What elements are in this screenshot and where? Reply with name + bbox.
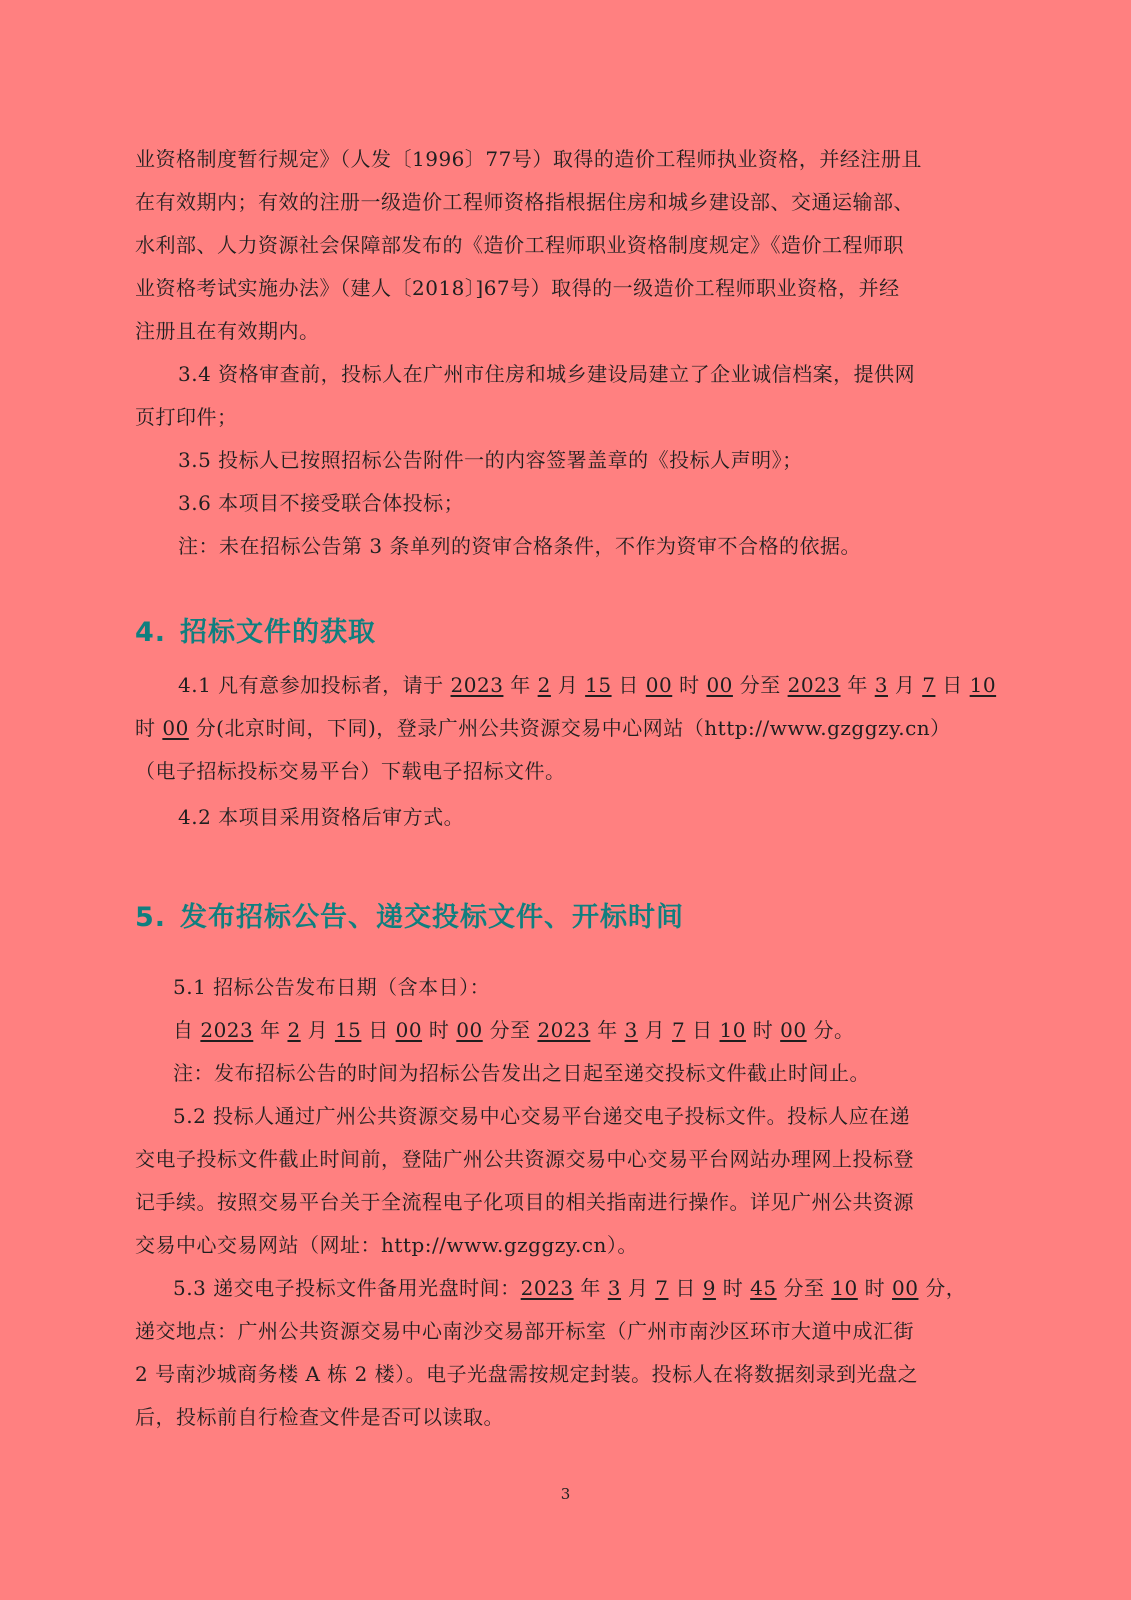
paragraph-line: 业资格制度暂行规定》（人发〔1996〕77号）取得的造价工程师执业资格，并经注册且 bbox=[135, 147, 922, 171]
note: 注：未在招标公告第 3 条单列的资审合格条件，不作为资审不合格的依据。 bbox=[178, 534, 861, 558]
note: 注：发布招标公告的时间为招标公告发出之日起至递交投标文件截止时间止。 bbox=[173, 1061, 870, 1085]
paragraph-line: 交电子投标文件截止时间前，登陆广州公共资源交易中心交易平台网站办理网上投标登 bbox=[135, 1147, 914, 1171]
clause-3-6: 3.6 本项目不接受联合体投标； bbox=[178, 491, 465, 515]
paragraph-line: 水利部、人力资源社会保障部发布的《造价工程师职业资格制度规定》《造价工程师职 bbox=[135, 233, 904, 257]
clause-4-1: 4.1 凡有意参加投标者，请于 2023 年 2 月 15 日 00 时 00 分至 2023 年 3 月 7 日 10 bbox=[178, 673, 997, 697]
page-number: 3 bbox=[560, 1485, 571, 1503]
clause-3-4: 3.4 资格审查前，投标人在广州市住房和城乡建设局建立了企业诚信档案，提供网 bbox=[178, 362, 916, 386]
paragraph-line: 2 号南沙城商务楼 A 栋 2 楼）。电子光盘需按规定封装。投标人在将数据刻录到光盘之 bbox=[135, 1362, 919, 1386]
paragraph-line: （电子招标投标交易平台）下载电子招标文件。 bbox=[135, 759, 566, 783]
paragraph-line: 时 00 分(北京时间，下同)，登录广州公共资源交易中心网站（http://www.gzggzy.cn） bbox=[135, 716, 951, 740]
section-heading-4 bbox=[135, 615, 376, 651]
paragraph-line: 注册且在有效期内。 bbox=[135, 319, 320, 343]
section-title: 发布招标公告、递交投标文件、开标时间 bbox=[180, 902, 685, 933]
paragraph-line: 后，投标前自行检查文件是否可以读取。 bbox=[135, 1405, 504, 1429]
clause-5-2: 5.2 投标人通过广州公共资源交易中心交易平台递交电子投标文件。投标人应在递 bbox=[173, 1104, 911, 1128]
section-heading-5 bbox=[135, 900, 684, 936]
paragraph-line: 业资格考试实施办法》（建人〔2018〕]67号）取得的一级造价工程师职业资格，并经 bbox=[135, 276, 900, 300]
release-period: 自 2023 年 2 月 15 日 00 时 00 分至 2023 年 3 月 7 日 10 时 00 分。 bbox=[173, 1018, 855, 1042]
paragraph-line: 页打印件； bbox=[135, 405, 238, 429]
paragraph-line: 记手续。按照交易平台关于全流程电子化项目的相关指南进行操作。详见广州公共资源 bbox=[135, 1190, 914, 1214]
paragraph-line: 递交地点：广州公共资源交易中心南沙交易部开标室（广州市南沙区环市大道中成汇街 bbox=[135, 1319, 914, 1343]
paragraph-line: 交易中心交易网站（网址：http://www.gzggzy.cn）。 bbox=[135, 1233, 638, 1257]
clause-3-5: 3.5 投标人已按照招标公告附件一的内容签署盖章的《投标人声明》； bbox=[178, 448, 803, 472]
clause-5-1: 5.1 招标公告发布日期（含本日）： bbox=[173, 975, 491, 999]
section-number: 5. bbox=[135, 902, 167, 933]
section-title: 招标文件的获取 bbox=[180, 617, 377, 648]
clause-5-3: 5.3 递交电子投标文件备用光盘时间：2023 年 3 月 7 日 9 时 45 分至 10 时 00 分， bbox=[173, 1276, 967, 1300]
clause-4-2: 4.2 本项目采用资格后审方式。 bbox=[178, 805, 465, 829]
section-number: 4. bbox=[135, 617, 167, 648]
paragraph-line: 在有效期内；有效的注册一级造价工程师资格指根据住房和城乡建设部、交通运输部、 bbox=[135, 190, 914, 214]
